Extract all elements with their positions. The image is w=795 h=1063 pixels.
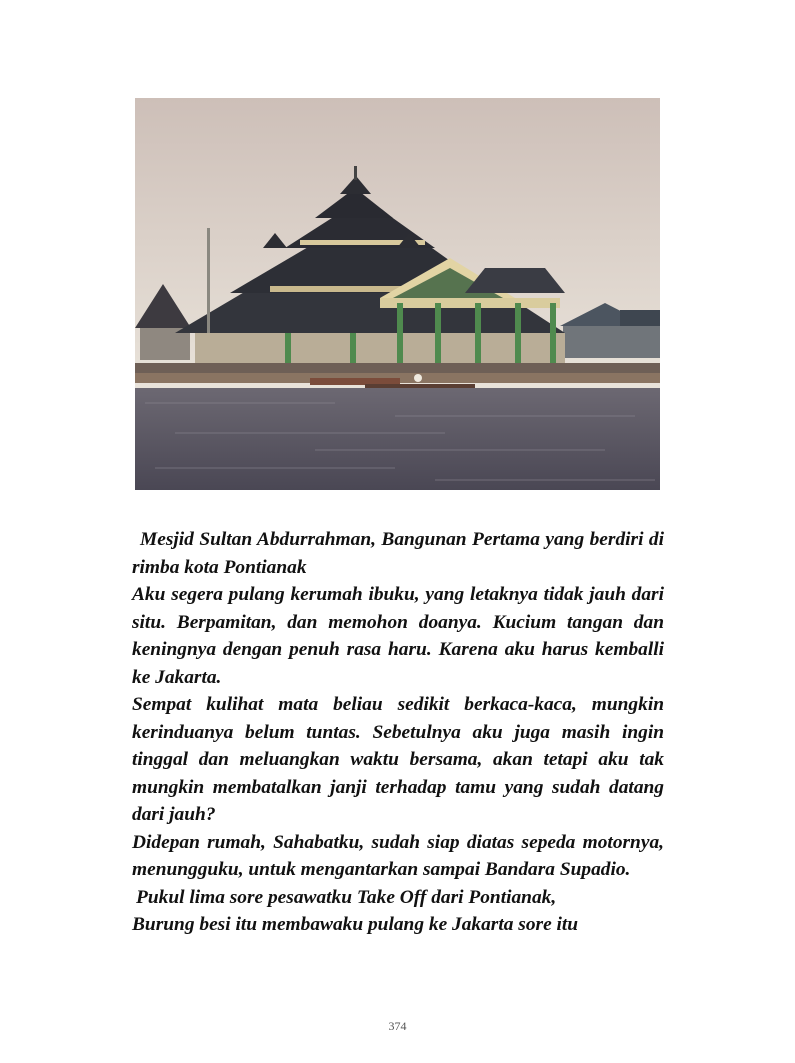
paragraph: Sempat kulihat mata beliau sedikit berkaca-kaca, mungkin kerinduanya belum tuntas. Sebetulnya aku juga masih ingin tinggal dan meluangkan waktu bersama, akan tetapi aku tak mungkin membatalkan janji terhadap tamu yang sudah datang dari jauh? [132,694,664,825]
mosque-photo [135,98,660,490]
page-body-text [132,526,664,939]
paragraph: Didepan rumah, Sahabatku, sudah siap diatas sepeda motornya, menungguku, untuk mengantarkan sampai Bandara Supadio. [132,831,664,880]
paragraph: Aku segera pulang kerumah ibuku, yang letaknya tidak jauh dari situ. Berpamitan, dan memohon doanya. Kucium tangan dan keningnya dengan penuh rasa haru. Karena aku harus kemballi ke Jakarta. [132,584,664,688]
paragraph: Pukul lima sore pesawatku Take Off dari Pontianak, [136,886,557,908]
photo-caption: Mesjid Sultan Abdurrahman, Bangunan Pertama yang berdiri di rimba kota Pontianak [132,529,664,578]
page-number: 374 [388,1019,407,1033]
paragraph: Burung besi itu membawaku pulang ke Jakarta sore itu [132,914,579,935]
